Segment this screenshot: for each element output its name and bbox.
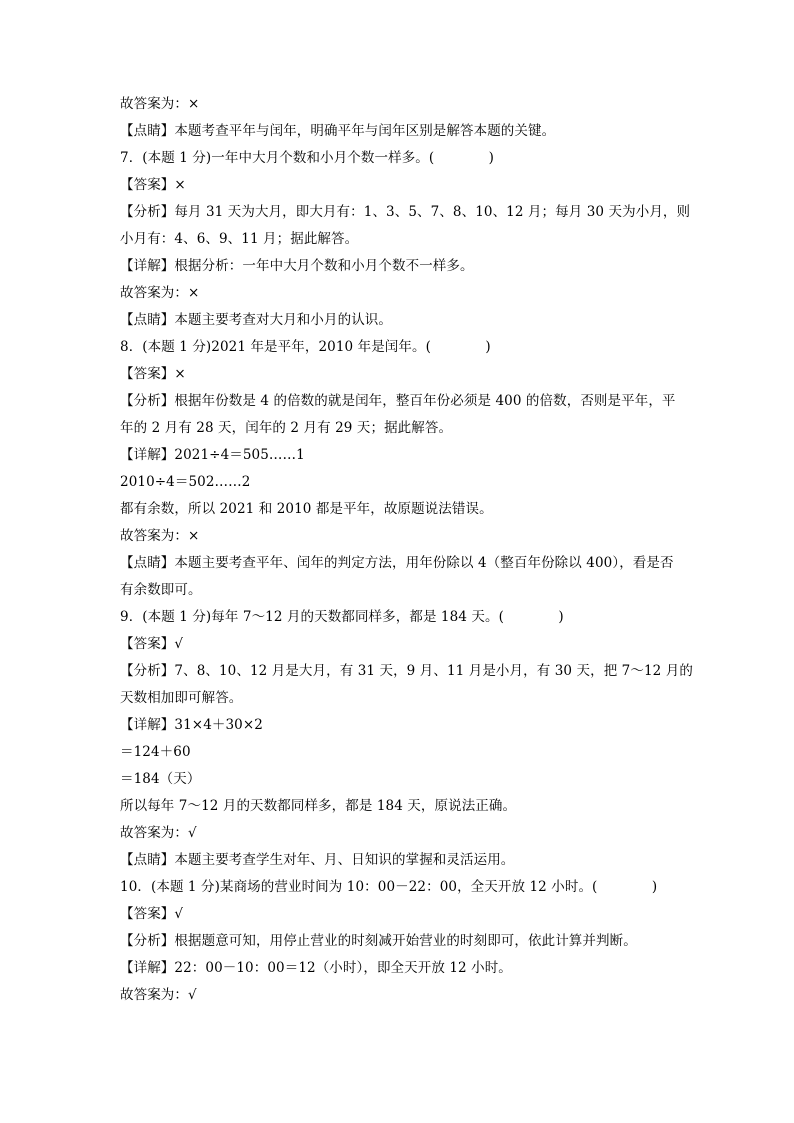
final-answer-10: 故答案为：√: [120, 987, 197, 1003]
analysis-10: 【分析】根据题意可知，用停止营业的时刻减开始营业的时刻即可，依此计算并判断。: [120, 933, 637, 949]
comment-line: 【点睛】本题考查平年与闰年，明确平年与闰年区别是解答本题的关键。: [120, 123, 556, 139]
answer-9: 【答案】√: [120, 636, 184, 652]
analysis-7-line-1: 【分析】每月 31 天为大月，即大月有：1、3、5、7、8、10、12 月；每月 30 天为小月，则: [120, 204, 691, 220]
question-8: 8．(本题 1 分)2021 年是平年，2010 年是闰年。( ): [120, 339, 491, 355]
detail-9-line-1: 【详解】31×4＋30×2: [120, 717, 263, 733]
analysis-9-line-2: 天数相加即可解答。: [120, 690, 243, 706]
question-9: 9．(本题 1 分)每年 7～12 月的天数都同样多，都是 184 天。( ): [120, 609, 564, 625]
comment-9: 【点睛】本题主要考查学生对年、月、日知识的掌握和灵活运用。: [120, 852, 515, 868]
analysis-9-line-1: 【分析】7、8、10、12 月是大月，有 31 天，9 月、11 月是小月，有 30 天，把 7～12 月的: [120, 663, 693, 679]
detail-7: 【详解】根据分析：一年中大月个数和小月个数不一样多。: [120, 258, 474, 274]
comment-7: 【点睛】本题主要考查对大月和小月的认识。: [120, 312, 392, 328]
final-answer-7: 故答案为：×: [120, 285, 200, 301]
question-7: 7．(本题 1 分)一年中大月个数和小月个数一样多。( ): [120, 150, 495, 166]
question-10: 10．(本题 1 分)某商场的营业时间为 10：00－22：00，全天开放 12 小时。( ): [120, 879, 658, 895]
answer-7: 【答案】×: [120, 177, 186, 193]
analysis-7-line-2: 小月有：4、6、9、11 月；据此解答。: [120, 231, 359, 247]
comment-8-line-1: 【点睛】本题主要考查平年、闰年的判定方法，用年份除以 4（整百年份除以 400），看是否: [120, 555, 674, 571]
answer-8: 【答案】×: [120, 366, 186, 382]
document-body: [120, 91, 693, 1009]
analysis-8-line-2: 年的 2 月有 28 天，闰年的 2 月有 29 天；据此解答。: [120, 420, 453, 436]
analysis-8-line-1: 【分析】根据年份数是 4 的倍数的就是闰年，整百年份必须是 400 的倍数，否则是平年，平: [120, 393, 676, 409]
detail-9-line-2: ＝124＋60: [120, 744, 191, 760]
final-answer-9: 故答案为：√: [120, 825, 197, 841]
detail-8-line-2: 2010÷4＝502……2: [120, 474, 251, 490]
comment-8-line-2: 有余数即可。: [120, 582, 202, 598]
detail-9-line-3: ＝184（天）: [120, 771, 201, 787]
final-answer-8: 故答案为：×: [120, 528, 200, 544]
detail-10: 【详解】22：00－10：00＝12（小时），即全天开放 12 小时。: [120, 960, 512, 976]
answer-line: 故答案为：×: [120, 96, 200, 112]
detail-9-line-4: 所以每年 7～12 月的天数都同样多，都是 184 天，原说法正确。: [120, 798, 517, 814]
detail-8-line-3: 都有余数，所以 2021 和 2010 都是平年，故原题说法错误。: [120, 501, 493, 517]
answer-10: 【答案】√: [120, 906, 184, 922]
detail-8-line-1: 【详解】2021÷4＝505……1: [120, 447, 305, 463]
